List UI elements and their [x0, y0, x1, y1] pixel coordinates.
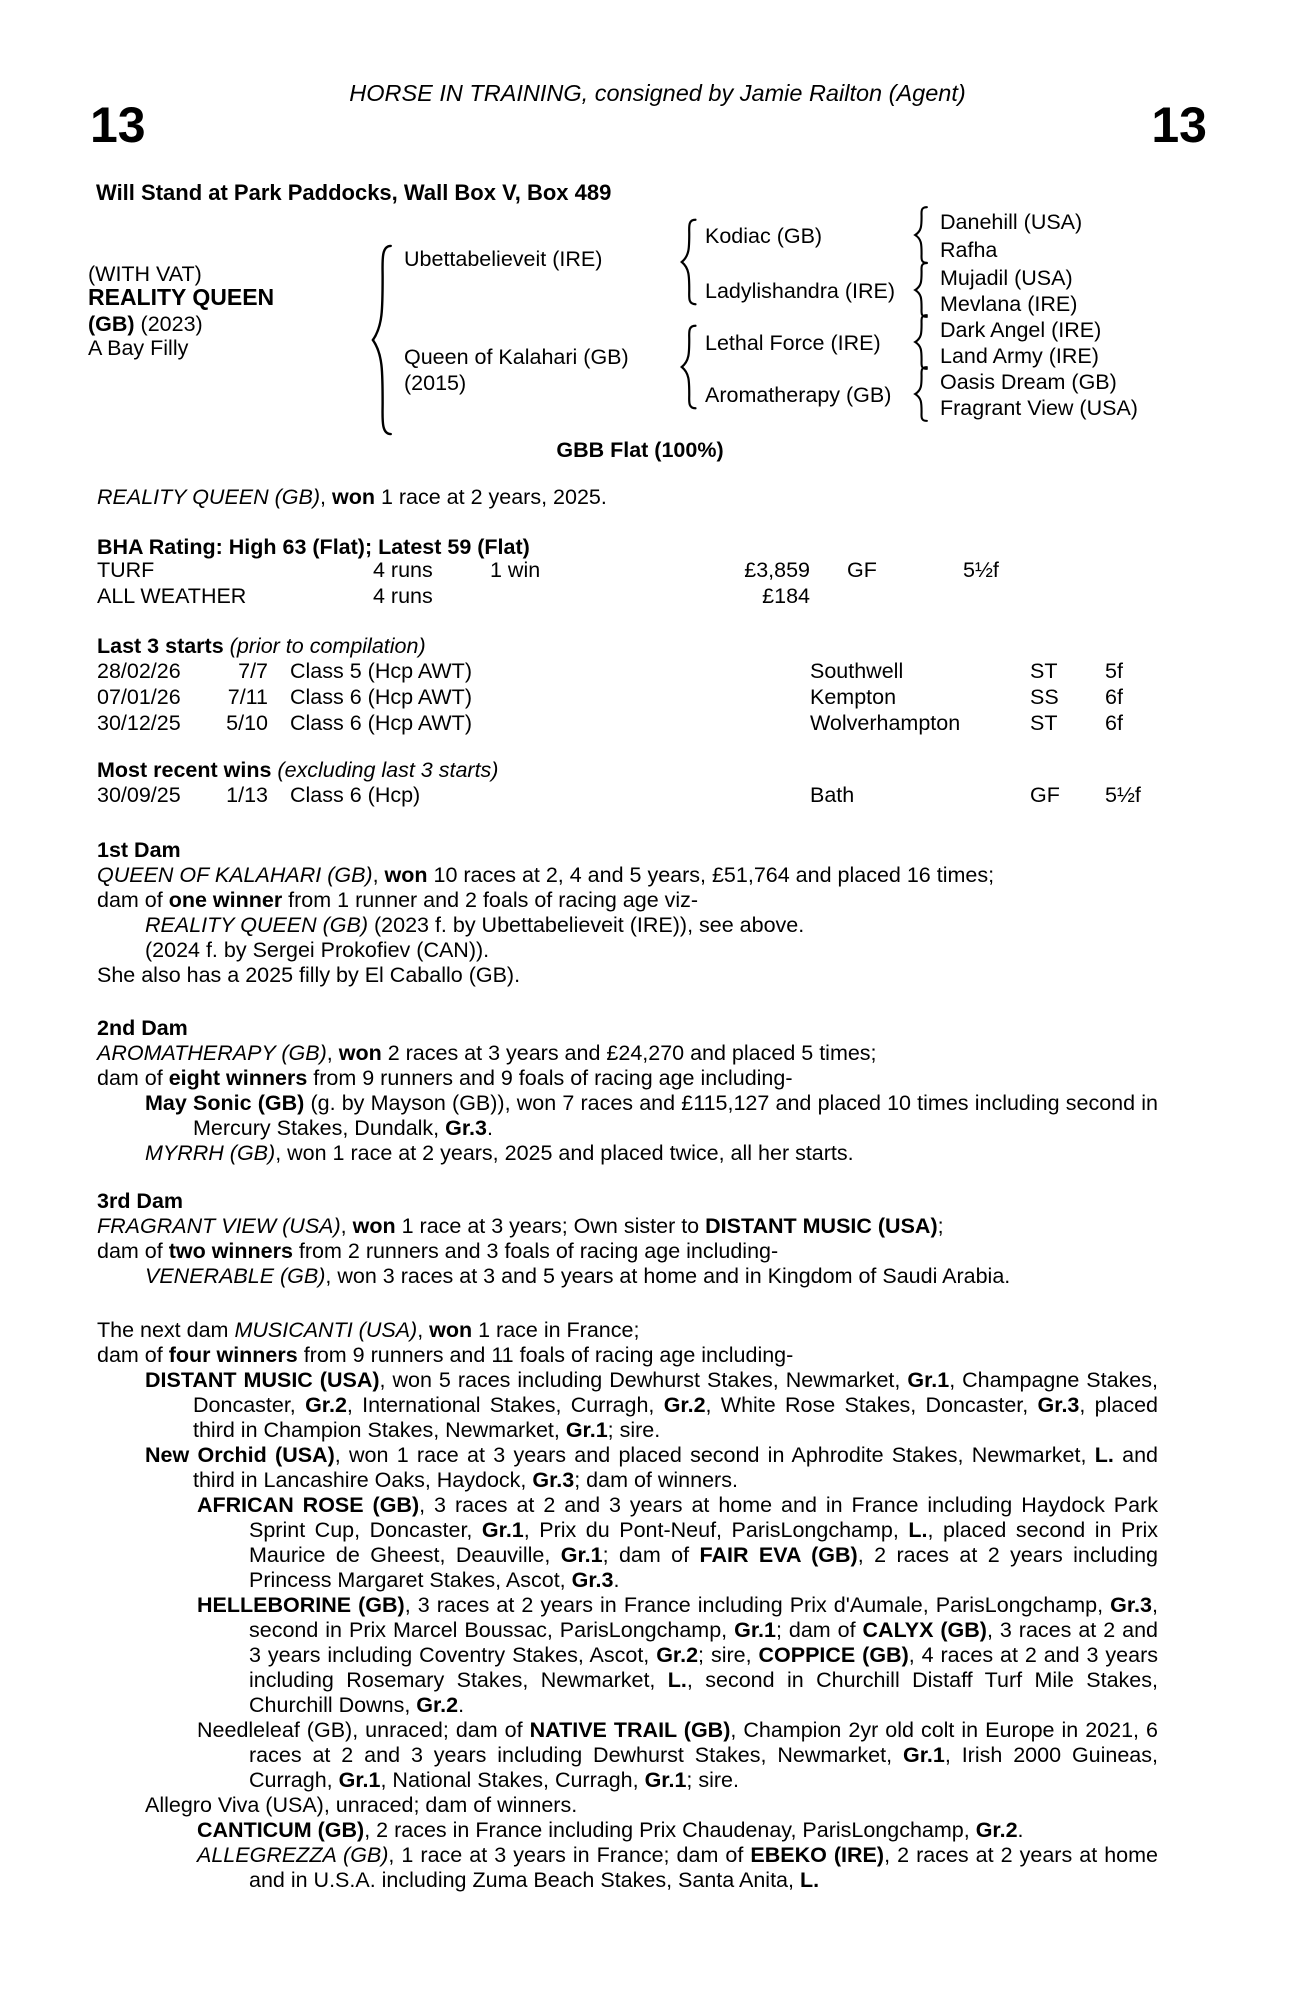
- earnings-value: £184: [762, 584, 810, 608]
- finish-position: 7/7: [238, 659, 268, 683]
- granddam-2: Aromatherapy (GB): [705, 383, 892, 407]
- going-value: GF: [1030, 783, 1060, 807]
- dam-section-3: [97, 1189, 1158, 1289]
- distance-value: 5½f: [1105, 783, 1141, 807]
- lot-number-left: 13: [90, 97, 146, 153]
- distance-value: 6f: [1105, 685, 1123, 709]
- dam-paragraph: MYRRH (GB), won 1 race at 2 years, 2025 and placed twice, all her starts.: [145, 1141, 854, 1165]
- race-date: 30/09/25: [97, 783, 181, 807]
- vat-note: (WITH VAT): [88, 262, 202, 286]
- distance-value: 6f: [1105, 711, 1123, 735]
- race-date: 30/12/25: [97, 711, 181, 735]
- sire-name: Ubettabelieveit (IRE): [404, 247, 603, 271]
- pedigree-brace-g4-2: [912, 262, 929, 318]
- ggp-1: Danehill (USA): [940, 210, 1083, 234]
- last-3-starts: [97, 634, 1158, 737]
- horse-name: REALITY QUEEN: [88, 284, 275, 310]
- going-value: ST: [1030, 711, 1058, 735]
- race-class: Class 6 (Hcp AWT): [290, 685, 472, 709]
- most-recent-wins: [97, 758, 1158, 809]
- surface-label: TURF: [97, 558, 155, 582]
- dam-paragraph: dam of eight winners from 9 runners and 9 foals of racing age including-: [97, 1066, 793, 1090]
- runs-value: 4 runs: [373, 558, 433, 582]
- dam-paragraph: dam of four winners from 9 runners and 11 foals of racing age including-: [97, 1343, 794, 1367]
- pedigree-brace-main: [368, 242, 394, 438]
- most-recent-wins-note: (excluding last 3 starts): [277, 758, 499, 782]
- dam-paragraph: dam of one winner from 1 runner and 2 foals of racing age viz-: [97, 888, 699, 912]
- gbb-eligibility: GBB Flat (100%): [556, 438, 724, 462]
- dam-paragraph: The next dam MUSICANTI (USA), won 1 race in France;: [97, 1318, 640, 1342]
- dam-paragraph: CANTICUM (GB), 2 races in France including Prix Chaudenay, ParisLongchamp, Gr.2.: [197, 1818, 1024, 1842]
- dam-heading: 2nd Dam: [97, 1016, 188, 1040]
- horse-origin-year: [88, 312, 203, 337]
- pedigree-brace-dam: [678, 324, 698, 410]
- dam-heading: 3rd Dam: [97, 1189, 184, 1213]
- course-name: Wolverhampton: [810, 711, 961, 735]
- surface-label: ALL WEATHER: [97, 584, 247, 608]
- dam-section-next: [97, 1318, 1158, 1893]
- race-class: Class 6 (Hcp): [290, 783, 421, 807]
- ggp-7: Oasis Dream (GB): [940, 370, 1117, 394]
- course-name: Southwell: [810, 659, 904, 683]
- dam-year: (2015): [404, 371, 467, 395]
- finish-position: 5/10: [226, 711, 268, 735]
- dam-paragraph: FRAGRANT VIEW (USA), won 1 race at 3 years; Own sister to DISTANT MUSIC (USA);: [97, 1214, 944, 1238]
- dam-section-2: [97, 1016, 1158, 1166]
- horse-origin: (GB): [88, 312, 135, 336]
- table-row: [97, 558, 1158, 584]
- dam-paragraph: She also has a 2025 filly by El Caballo (GB).: [97, 963, 521, 987]
- runs-value: 4 runs: [373, 584, 433, 608]
- dam-paragraph: REALITY QUEEN (GB) (2023 f. by Ubettabelieveit (IRE)), see above.: [145, 913, 805, 937]
- wins-value: 1 win: [490, 558, 541, 582]
- earnings-value: £3,859: [744, 558, 810, 582]
- dam-paragraph: DISTANT MUSIC (USA), won 5 races including Dewhurst Stakes, Newmarket, Gr.1, Champagne Stakes, Doncaster, Gr.2, International Stakes, Curragh, Gr.2, White Rose Stakes, Doncaster, Gr.3, placed third in Champion Stakes, Newmarket, Gr.1; sire.: [145, 1368, 1159, 1442]
- course-name: Kempton: [810, 685, 897, 709]
- distance-value: 5½f: [963, 558, 999, 582]
- race-date: 07/01/26: [97, 685, 181, 709]
- table-row: [97, 783, 1158, 809]
- dam-paragraph: ALLEGREZZA (GB), 1 race at 3 years in France; dam of EBEKO (IRE), 2 races at 2 years at home and in U.S.A. including Zuma Beach Stakes, Santa Anita, L.: [197, 1843, 1159, 1892]
- dam-paragraph: May Sonic (GB) (g. by Mayson (GB)), won 7 races and £115,127 and placed 10 times including second in Mercury Stakes, Dundalk, Gr.3.: [145, 1091, 1158, 1140]
- pedigree-brace-g4-4: [912, 366, 929, 422]
- grandsire-1: Kodiac (GB): [705, 224, 823, 248]
- table-row: [97, 685, 1158, 711]
- race-date: 28/02/26: [97, 659, 181, 683]
- dam-paragraph: (2024 f. by Sergei Prokofiev (CAN)).: [145, 938, 490, 962]
- table-row: [97, 659, 1158, 685]
- bha-rating-title: BHA Rating: High 63 (Flat); Latest 59 (Flat): [97, 535, 530, 559]
- course-name: Bath: [810, 783, 855, 807]
- horse-year: (2023): [134, 312, 203, 336]
- going-value: SS: [1030, 685, 1059, 709]
- table-row: [97, 584, 1158, 610]
- granddam-1: Ladylishandra (IRE): [705, 279, 896, 303]
- last-3-starts-note: (prior to compilation): [229, 634, 426, 658]
- dam-name: Queen of Kalahari (GB): [404, 345, 629, 369]
- grandsire-2: Lethal Force (IRE): [705, 331, 881, 355]
- ggp-8: Fragrant View (USA): [940, 396, 1138, 420]
- pedigree-brace-g4-3: [912, 314, 929, 370]
- dam-paragraph: HELLEBORINE (GB), 3 races at 2 years in France including Prix d'Aumale, ParisLongchamp, Gr.3, second in Prix Marcel Boussac, ParisLongchamp, Gr.1; dam of CALYX (GB), 3 races at 2 and 3 years including Coventry Stakes, Ascot, Gr.2; sire, COPPICE (GB), 4 races at 2 and 3 years including Rosemary Stakes, Newmarket, L., second in Churchill Distaff Turf Mile Stakes, Churchill Downs, Gr.2.: [197, 1593, 1158, 1717]
- finish-position: 7/11: [227, 685, 268, 709]
- horse-sex: A Bay Filly: [88, 336, 189, 360]
- dam-paragraph: Needleleaf (GB), unraced; dam of NATIVE TRAIL (GB), Champion 2yr old colt in Europe in 2021, 6 races at 2 and 3 years including Dewhurst Stakes, Newmarket, Gr.1, Irish 2000 Guineas, Curragh, Gr.1, National Stakes, Curragh, Gr.1; sire.: [197, 1718, 1158, 1792]
- dam-heading: 1st Dam: [97, 838, 181, 862]
- ggp-5: Dark Angel (IRE): [940, 318, 1102, 342]
- distance-value: 5f: [1105, 659, 1123, 683]
- lot-number-right: 13: [1151, 97, 1207, 153]
- race-record: REALITY QUEEN (GB), won 1 race at 2 years, 2025.: [97, 485, 607, 509]
- dam-paragraph: AROMATHERAPY (GB), won 2 races at 3 years and £24,270 and placed 5 times;: [97, 1041, 877, 1065]
- dam-paragraph: New Orchid (USA), won 1 race at 3 years and placed second in Aphrodite Stakes, Newmarket, L. and third in Lancashire Oaks, Haydock, Gr.3; dam of winners.: [145, 1443, 1158, 1492]
- stand-location: Will Stand at Park Paddocks, Wall Box V, Box 489: [96, 180, 612, 205]
- dam-section-1: [97, 838, 1158, 988]
- going-value: ST: [1030, 659, 1058, 683]
- ggp-3: Mujadil (USA): [940, 266, 1073, 290]
- section-title: [97, 634, 1158, 659]
- ggp-6: Land Army (IRE): [940, 344, 1099, 368]
- dam-paragraph: dam of two winners from 2 runners and 3 foals of racing age including-: [97, 1239, 779, 1263]
- race-class: Class 6 (Hcp AWT): [290, 711, 472, 735]
- table-row: [97, 711, 1158, 737]
- pedigree-brace-sire: [678, 218, 698, 306]
- most-recent-wins-title: Most recent wins: [97, 758, 278, 782]
- dam-paragraph: QUEEN OF KALAHARI (GB), won 10 races at 2, 4 and 5 years, £51,764 and placed 16 times;: [97, 863, 995, 887]
- last-3-starts-title: Last 3 starts: [97, 634, 230, 658]
- bha-rating-table: [97, 535, 1158, 610]
- ggp-4: Mevlana (IRE): [940, 292, 1078, 316]
- section-title: [97, 758, 1158, 783]
- dam-paragraph: AFRICAN ROSE (GB), 3 races at 2 and 3 years at home and in France including Haydock Park Sprint Cup, Doncaster, Gr.1, Prix du Pont-Neuf, ParisLongchamp, L., placed second in Prix Maurice de Gheest, Deauville, Gr.1; dam of FAIR EVA (GB), 2 races at 2 years including Princess Margaret Stakes, Ascot, Gr.3.: [197, 1493, 1158, 1592]
- dam-paragraph: Allegro Viva (USA), unraced; dam of winners.: [145, 1793, 578, 1817]
- finish-position: 1/13: [226, 783, 268, 807]
- page-title: HORSE IN TRAINING, consigned by Jamie Railton (Agent): [349, 80, 966, 106]
- going-value: GF: [847, 558, 877, 582]
- pedigree-brace-g4-1: [912, 206, 929, 264]
- race-class: Class 5 (Hcp AWT): [290, 659, 472, 683]
- ggp-2: Rafha: [940, 238, 998, 262]
- dam-paragraph: VENERABLE (GB), won 3 races at 3 and 5 years at home and in Kingdom of Saudi Arabia.: [145, 1264, 1011, 1288]
